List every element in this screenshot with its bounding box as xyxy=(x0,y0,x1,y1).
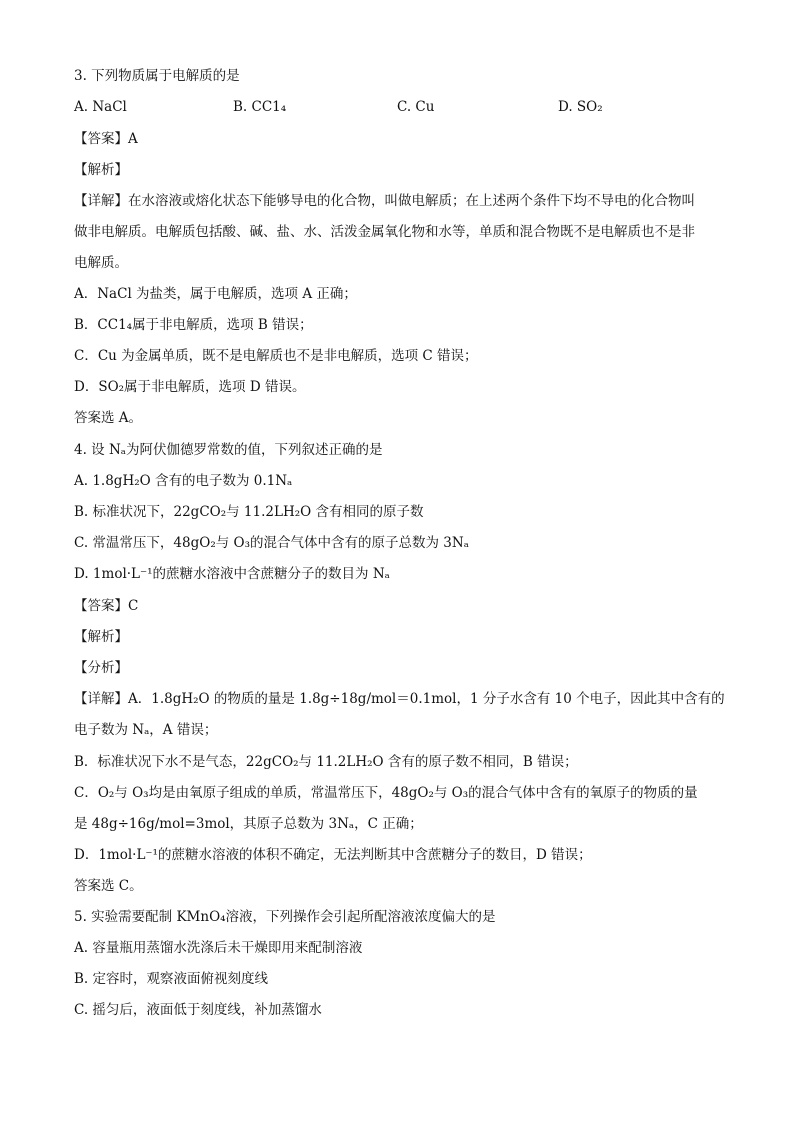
q4-answer: 【答案】C xyxy=(74,598,139,614)
q3-option-a: A. NaCl xyxy=(74,99,127,115)
q3-detail-line: 【详解】在水溶液或熔化状态下能够导电的化合物，叫做电解质；在上述两个条件下均不导电的化合物叫 xyxy=(74,193,695,209)
q5-stem: 5. 实验需要配制 KMnO₄溶液，下列操作会引起所配溶液浓度偏大的是 xyxy=(74,909,496,925)
q4-detail-line: D．1mol·L⁻¹的蔗糖水溶液的体积不确定，无法判断其中含蔗糖分子的数目，D 错误； xyxy=(74,847,592,863)
q3-answer-choice: 答案选 A。 xyxy=(74,410,143,426)
q4-detail-line: C．O₂与 O₃均是由氧原子组成的单质，常温常压下，48gO₂与 O₃的混合气体中含有的氧原子的物质的量 xyxy=(74,785,698,801)
q4-detail-line: B．标准状况下水不是气态，22gCO₂与 11.2LH₂O 含有的原子数不相同，B 错误； xyxy=(74,754,578,770)
q4-option-a: A. 1.8gH₂O 含有的电子数为 0.1Nₐ xyxy=(74,473,293,489)
q4-detail-line: 电子数为 Nₐ，A 错误； xyxy=(74,722,218,738)
q4-stem: 4. 设 Nₐ为阿伏伽德罗常数的值，下列叙述正确的是 xyxy=(74,442,383,458)
q3-detail-line: A．NaCl 为盐类，属于电解质，选项 A 正确； xyxy=(74,286,357,302)
q4-option-c: C. 常温常压下，48gO₂与 O₃的混合气体中含有的原子总数为 3Nₐ xyxy=(74,535,469,551)
q4-detail-line: 是 48g÷16g/mol=3mol，其原子总数为 3Nₐ，C 正确； xyxy=(74,816,423,832)
q4-detail-line: 【详解】A．1.8gH₂O 的物质的量是 1.8g÷18g/mol＝0.1mol，1 分子水含有 10 个电子，因此其中含有的 xyxy=(74,691,725,707)
q3-option-b: B. CC1₄ xyxy=(233,99,287,115)
q3-detail-line: B．CC1₄属于非电解质，选项 B 错误； xyxy=(74,317,313,333)
q3-stem: 3. 下列物质属于电解质的是 xyxy=(74,68,240,84)
q3-analysis-label: 【解析】 xyxy=(74,162,128,178)
q3-detail-line: 做非电解质。电解质包括酸、碱、盐、水、活泼金属氧化物和水等，单质和混合物既不是电解质也不是非 xyxy=(74,224,695,240)
q3-detail-line: C．Cu 为金属单质，既不是电解质也不是非电解质，选项 C 错误； xyxy=(74,348,478,364)
q5-option-b: B. 定容时，观察液面俯视刻度线 xyxy=(74,971,269,987)
q5-option-c: C. 摇匀后，液面低于刻度线，补加蒸馏水 xyxy=(74,1002,322,1018)
q3-answer: 【答案】A xyxy=(74,131,138,147)
q3-option-d: D. SO₂ xyxy=(558,99,603,115)
q4-analysis-label: 【解析】 xyxy=(74,629,128,645)
q4-option-b: B. 标准状况下，22gCO₂与 11.2LH₂O 含有相同的原子数 xyxy=(74,504,424,520)
q4-option-d: D. 1mol·L⁻¹的蔗糖水溶液中含蔗糖分子的数目为 Nₐ xyxy=(74,566,390,582)
q3-detail-line: 电解质。 xyxy=(74,255,128,271)
q3-detail-line: D．SO₂属于非电解质，选项 D 错误。 xyxy=(74,379,306,395)
q4-answer-choice: 答案选 C。 xyxy=(74,878,143,894)
q4-analyze-label: 【分析】 xyxy=(74,660,128,676)
q5-option-a: A. 容量瓶用蒸馏水洗涤后未干燥即用来配制溶液 xyxy=(74,940,363,956)
q3-option-c: C. Cu xyxy=(397,99,435,115)
